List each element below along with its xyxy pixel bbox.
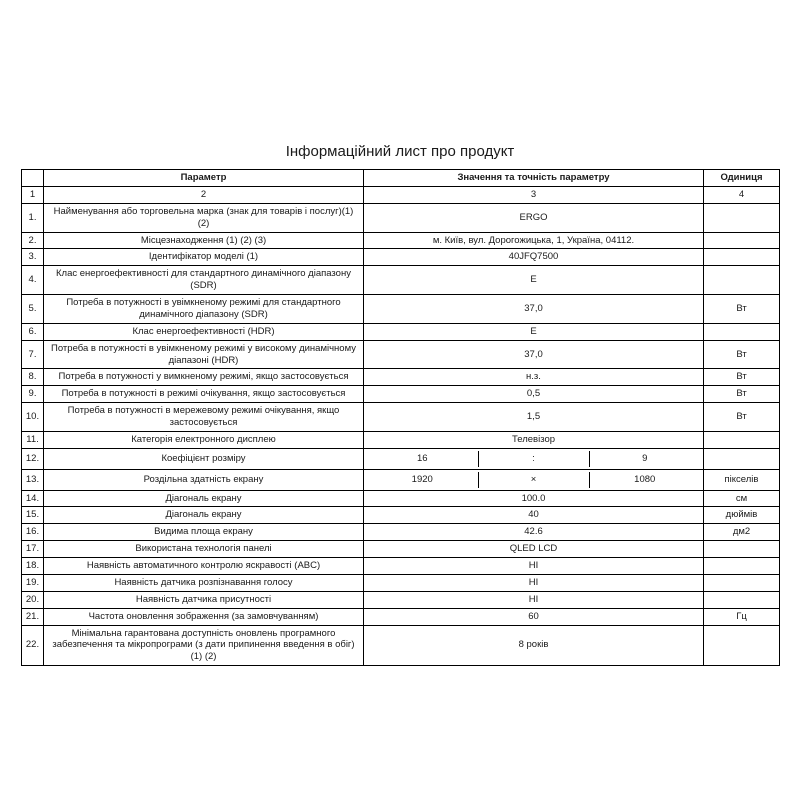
table-header-row bbox=[22, 170, 780, 187]
row-parameter: Клас енергоефективності (HDR) bbox=[44, 323, 364, 340]
row-value: 0,5 bbox=[364, 386, 704, 403]
table-row bbox=[22, 386, 780, 403]
row-unit bbox=[704, 625, 780, 666]
table-row bbox=[22, 524, 780, 541]
table-row bbox=[22, 295, 780, 324]
table-row bbox=[22, 469, 780, 490]
table-row bbox=[22, 340, 780, 369]
row-number: 11. bbox=[22, 431, 44, 448]
row-unit bbox=[704, 541, 780, 558]
row-number: 12. bbox=[22, 448, 44, 469]
row-number: 8. bbox=[22, 369, 44, 386]
row-number: 7. bbox=[22, 340, 44, 369]
colnum-3: 3 bbox=[364, 186, 704, 203]
row-parameter: Наявність датчика розпізнавання голосу bbox=[44, 574, 364, 591]
resolution-separator: × bbox=[478, 472, 589, 488]
row-number: 18. bbox=[22, 558, 44, 575]
row-value: E bbox=[364, 323, 704, 340]
table-row bbox=[22, 266, 780, 295]
row-number: 22. bbox=[22, 625, 44, 666]
header-param: Параметр bbox=[44, 170, 364, 187]
header-num bbox=[22, 170, 44, 187]
row-parameter: Категорія електронного дисплею bbox=[44, 431, 364, 448]
row-unit bbox=[704, 591, 780, 608]
row-number: 2. bbox=[22, 232, 44, 249]
row-value: н.з. bbox=[364, 369, 704, 386]
table-row bbox=[22, 448, 780, 469]
row-parameter: Використана технологія панелі bbox=[44, 541, 364, 558]
row-value: 42.6 bbox=[364, 524, 704, 541]
row-value: НІ bbox=[364, 558, 704, 575]
ratio-height: 9 bbox=[642, 452, 648, 464]
resolution-height: 1080 bbox=[634, 473, 656, 485]
row-value: 1,5 bbox=[364, 403, 704, 432]
row-unit: Вт bbox=[704, 295, 780, 324]
row-unit bbox=[704, 249, 780, 266]
row-unit bbox=[704, 323, 780, 340]
ratio-separator: : bbox=[478, 451, 589, 467]
header-value: Значення та точність параметру bbox=[364, 170, 704, 187]
row-value: м. Київ, вул. Дорогожицька, 1, Україна, 04112. bbox=[364, 232, 704, 249]
row-value: НІ bbox=[364, 591, 704, 608]
row-unit bbox=[704, 448, 780, 469]
row-parameter: Потреба в потужності у вимкненому режимі, якщо застосовується bbox=[44, 369, 364, 386]
row-parameter: Потреба в потужності в увімкненому режимі у високому динамічному діапазоні (HDR) bbox=[44, 340, 364, 369]
row-value: ERGO bbox=[364, 203, 704, 232]
ratio-width: 16 bbox=[416, 452, 428, 464]
row-number: 1. bbox=[22, 203, 44, 232]
row-unit bbox=[704, 574, 780, 591]
header-unit: Одиниця bbox=[704, 170, 780, 187]
row-number: 6. bbox=[22, 323, 44, 340]
row-unit: дюймів bbox=[704, 507, 780, 524]
row-number: 16. bbox=[22, 524, 44, 541]
row-parameter: Наявність автоматичного контролю яскравості (ABC) bbox=[44, 558, 364, 575]
row-unit bbox=[704, 232, 780, 249]
row-parameter: Частота оновлення зображення (за замовчуванням) bbox=[44, 608, 364, 625]
colnum-1: 1 bbox=[22, 186, 44, 203]
colnum-2: 2 bbox=[44, 186, 364, 203]
row-number: 4. bbox=[22, 266, 44, 295]
row-number: 5. bbox=[22, 295, 44, 324]
row-parameter: Ідентифікатор моделі (1) bbox=[44, 249, 364, 266]
table-row bbox=[22, 232, 780, 249]
row-value: 60 bbox=[364, 608, 704, 625]
table-row bbox=[22, 558, 780, 575]
row-value: 40JFQ7500 bbox=[364, 249, 704, 266]
row-value: 40 bbox=[364, 507, 704, 524]
row-parameter: Діагональ екрану bbox=[44, 490, 364, 507]
table-row bbox=[22, 507, 780, 524]
row-value-split bbox=[364, 469, 704, 490]
row-unit: Вт bbox=[704, 369, 780, 386]
row-unit: пікселів bbox=[704, 469, 780, 490]
column-number-row bbox=[22, 186, 780, 203]
row-parameter: Найменування або торговельна марка (знак для товарів і послуг)(1) (2) bbox=[44, 203, 364, 232]
row-parameter: Місцезнаходження (1) (2) (3) bbox=[44, 232, 364, 249]
row-value: 8 років bbox=[364, 625, 704, 666]
row-parameter: Наявність датчика присутності bbox=[44, 591, 364, 608]
table-row bbox=[22, 625, 780, 666]
table-row bbox=[22, 591, 780, 608]
row-number: 9. bbox=[22, 386, 44, 403]
row-unit bbox=[704, 266, 780, 295]
row-parameter: Діагональ екрану bbox=[44, 507, 364, 524]
table-row bbox=[22, 490, 780, 507]
row-parameter: Потреба в потужності в мережевому режимі очікування, якщо застосовується bbox=[44, 403, 364, 432]
table-row bbox=[22, 369, 780, 386]
row-value: QLED LCD bbox=[364, 541, 704, 558]
row-parameter: Роздільна здатність екрану bbox=[44, 469, 364, 490]
row-number: 20. bbox=[22, 591, 44, 608]
row-value: 100.0 bbox=[364, 490, 704, 507]
row-value: E bbox=[364, 266, 704, 295]
row-number: 3. bbox=[22, 249, 44, 266]
row-parameter: Мінімальна гарантована доступність оновлень програмного забезпечення та мікропрограми (з дати припинення введення в обіг) (1) (2) bbox=[44, 625, 364, 666]
row-value: Телевізор bbox=[364, 431, 704, 448]
row-number: 19. bbox=[22, 574, 44, 591]
row-unit: Вт bbox=[704, 386, 780, 403]
row-unit bbox=[704, 431, 780, 448]
row-value-split bbox=[364, 448, 704, 469]
row-parameter: Потреба в потужності в режимі очікування, якщо застосовується bbox=[44, 386, 364, 403]
table-row bbox=[22, 541, 780, 558]
row-number: 13. bbox=[22, 469, 44, 490]
row-parameter: Коефіцієнт розміру bbox=[44, 448, 364, 469]
table-row bbox=[22, 608, 780, 625]
table-row bbox=[22, 431, 780, 448]
row-number: 14. bbox=[22, 490, 44, 507]
table-row bbox=[22, 574, 780, 591]
row-unit: см bbox=[704, 490, 780, 507]
row-parameter: Потреба в потужності в увімкненому режимі для стандартного динамічного діапазону (SDR) bbox=[44, 295, 364, 324]
row-number: 21. bbox=[22, 608, 44, 625]
row-value: 37,0 bbox=[364, 295, 704, 324]
row-unit bbox=[704, 203, 780, 232]
row-parameter: Клас енергоефективності для стандартного динамічного діапазону (SDR) bbox=[44, 266, 364, 295]
table-row bbox=[22, 249, 780, 266]
table-row bbox=[22, 203, 780, 232]
row-number: 15. bbox=[22, 507, 44, 524]
row-number: 10. bbox=[22, 403, 44, 432]
row-number: 17. bbox=[22, 541, 44, 558]
table-row bbox=[22, 403, 780, 432]
row-parameter: Видима площа екрану bbox=[44, 524, 364, 541]
row-value: НІ bbox=[364, 574, 704, 591]
row-unit bbox=[704, 558, 780, 575]
row-unit: дм2 bbox=[704, 524, 780, 541]
row-unit: Вт bbox=[704, 340, 780, 369]
table-row bbox=[22, 323, 780, 340]
specification-table bbox=[21, 169, 780, 666]
page-title: Інформаційний лист про продукт bbox=[285, 143, 515, 160]
row-value: 37,0 bbox=[364, 340, 704, 369]
resolution-width: 1920 bbox=[411, 473, 433, 485]
row-unit: Вт bbox=[704, 403, 780, 432]
colnum-4: 4 bbox=[704, 186, 780, 203]
row-unit: Гц bbox=[704, 608, 780, 625]
